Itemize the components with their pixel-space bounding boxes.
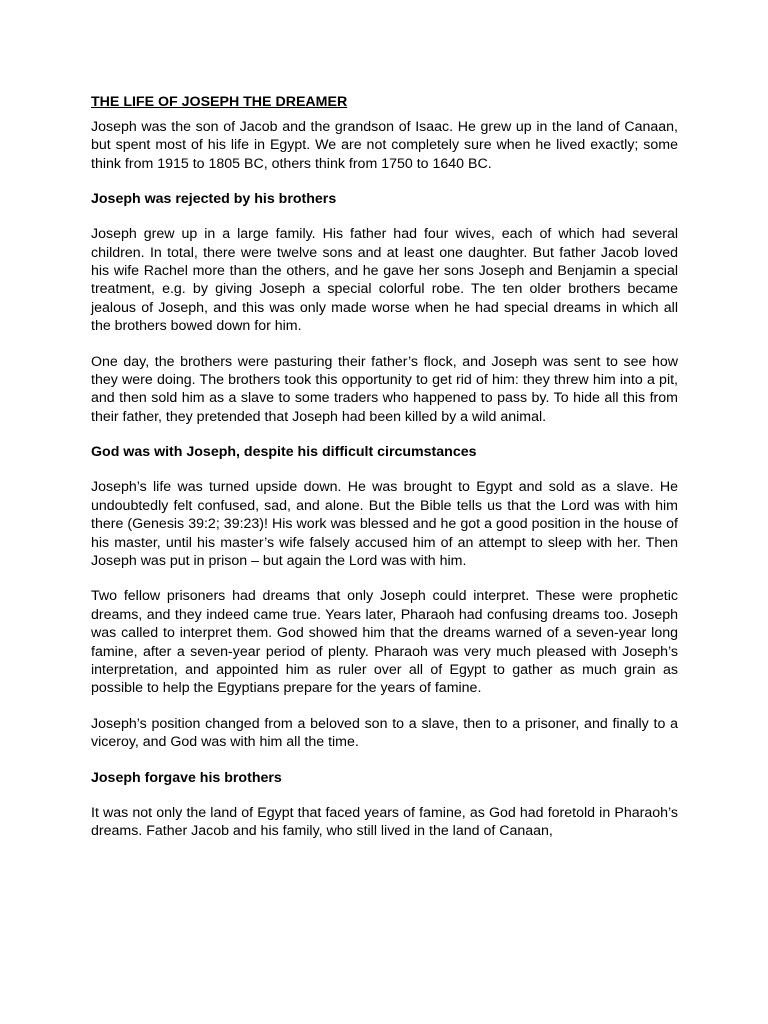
document-page <box>91 93 678 857</box>
section-heading-forgave: Joseph forgave his brothers <box>91 769 282 786</box>
paragraph: Joseph grew up in a large family. His father had four wives, each of which had several children. In total, there were twelve sons and at least one daughter. But father Jacob loved his wife Rachel more than the others, and he gave her sons Joseph and Benjamin a special treatment, e.g. by giving Joseph a special colorful robe. The ten older brothers became jealous of Joseph, and this was only made worse when he had special dreams in which all the brothers bowed down for him. <box>91 226 678 335</box>
paragraph: Joseph’s life was turned upside down. He was brought to Egypt and sold as a slave. He undoubtedly felt confused, sad, and alone. But the Bible tells us that the Lord was with him there (Genesis 39:2; 39:23)! His work was blessed and he got a good position in the house of his master, until his master’s wife falsely accused him of an attempt to sleep with her. Then Joseph was put in prison – but again the Lord was with him. <box>91 479 678 569</box>
paragraph: It was not only the land of Egypt that faced years of famine, as God had foretold in Pharaoh’s dreams. Father Jacob and his family, who still lived in the land of Canaan, <box>91 804 678 839</box>
paragraph: Joseph’s position changed from a beloved son to a slave, then to a prisoner, and finally to a viceroy, and God was with him all the time. <box>91 715 678 751</box>
intro-paragraph: Joseph was the son of Jacob and the grandson of Isaac. He grew up in the land of Canaan, but spent most of his life in Egypt. We are not completely sure when he lived exactly; some think from 1915 to 1805 BC, others think from 1750 to 1640 BC. <box>91 119 678 172</box>
document-title: THE LIFE OF JOSEPH THE DREAMER <box>91 94 348 110</box>
paragraph: Two fellow prisoners had dreams that only Joseph could interpret. These were prophetic dreams, and they indeed came true. Years later, Pharaoh had confusing dreams too. Joseph was called to interpret them. God showed him that the dreams warned of a seven-year long famine, after a seven-year period of plenty. Pharaoh was very much pleased with Joseph’s interpretation, and appointed him as ruler over all of Egypt to gather as much grain as possible to help the Egyptians prepare for the years of famine. <box>91 588 678 697</box>
paragraph: One day, the brothers were pasturing their father’s flock, and Joseph was sent to see how they were doing. The brothers took this opportunity to get rid of him: they threw him into a pit, and then sold him as a slave to some traders who happened to pass by. To hide all this from their father, they pretended that Joseph had been killed by a wild animal. <box>91 353 678 425</box>
section-heading-god-with-joseph: God was with Joseph, despite his difficult circumstances <box>91 444 477 461</box>
section-heading-rejected: Joseph was rejected by his brothers <box>91 191 337 208</box>
